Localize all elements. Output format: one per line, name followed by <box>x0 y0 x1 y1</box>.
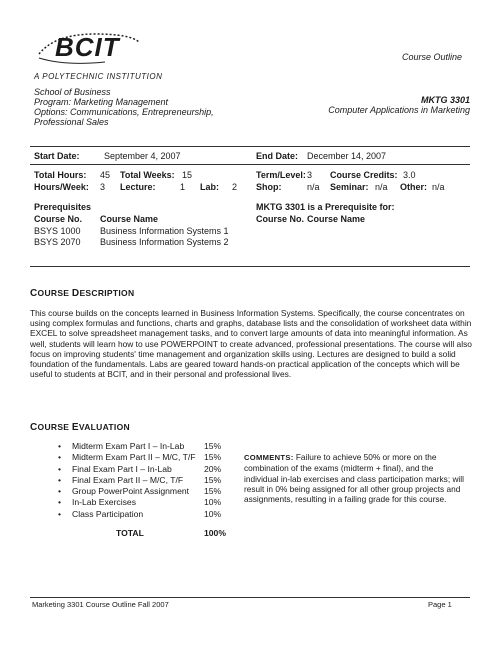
evaluation-comments <box>244 452 464 504</box>
heading-initial: C <box>30 422 38 433</box>
bullet-icon: • <box>58 441 62 451</box>
hours-week-label: Hours/Week: <box>34 182 89 192</box>
prereq-no: BSYS 1000 <box>34 226 81 236</box>
seminar-value: n/a <box>375 182 388 192</box>
heading-initial: E <box>71 422 79 433</box>
term-level-label: Term/Level: <box>256 170 306 180</box>
start-date-value: September 4, 2007 <box>104 151 181 161</box>
list-item <box>58 486 238 497</box>
heading-initial: C <box>30 288 38 299</box>
eval-pct: 10% <box>204 508 222 519</box>
divider <box>30 266 470 267</box>
divider <box>30 146 470 147</box>
list-item <box>58 464 238 475</box>
list-item <box>58 475 238 486</box>
eval-pct: 10% <box>204 497 222 508</box>
logo-text: BCIT <box>55 32 120 62</box>
eval-label: Class Participation <box>72 508 144 519</box>
program-name: Program: Marketing Management <box>34 97 169 107</box>
heading-rest: VALUATION <box>78 422 130 432</box>
prereq-for-col-name: Course Name <box>307 214 366 224</box>
prereq-name: Business Information Systems 2 <box>100 237 229 247</box>
program-options: Options: Communications, Entrepreneurship, Professional Sales <box>34 107 214 127</box>
eval-label: Final Exam Part I – In-Lab <box>72 463 172 474</box>
comments-label: COMMENTS: <box>244 453 294 462</box>
credits-value: 3.0 <box>403 170 416 180</box>
prereq-name: Business Information Systems 1 <box>100 226 229 236</box>
lab-value: 2 <box>232 182 238 192</box>
list-item <box>58 497 238 508</box>
lecture-value: 1 <box>180 182 186 192</box>
eval-label: Group PowerPoint Assignment <box>72 486 190 497</box>
start-date <box>34 151 80 162</box>
eval-label: Final Exam Part II – M/C, T/F <box>72 474 184 485</box>
school-info <box>34 87 264 127</box>
start-date-label: Start Date: <box>34 151 80 161</box>
shop-label: Shop: <box>256 182 282 192</box>
eval-pct: 15% <box>204 441 222 451</box>
course-description-text: This course builds on the concepts learned in Business Information Systems. Specifically, the course concentrates on using complex formulas and functions, charts and graphs, database lists and the consolidation of worksheet data within EXCEL to solve spreadsheet management tasks, and to convert large amounts of data into meaningful information. As well, students will learn how to use POWERPOINT to create advanced, professional presentations. The course will also focus on improving students' time management and organization skills using. Lectures are designed to build a solid foundation of the fundamentals. Labs are geared toward hands-on practical application of the concepts which will be useful to students at BCIT, and in their personal and professional lives. <box>30 308 472 380</box>
lab-label: Lab: <box>200 182 219 192</box>
other-value: n/a <box>432 182 445 192</box>
heading-rest: OURSE <box>37 288 72 298</box>
tagline: A POLYTECHNIC INSTITUTION <box>34 72 163 81</box>
total-weeks-label: Total Weeks: <box>120 170 175 180</box>
total-label: TOTAL <box>116 528 144 538</box>
bullet-icon: • <box>58 497 62 508</box>
heading-initial: D <box>71 288 80 299</box>
course-title: Computer Applications in Marketing <box>328 105 470 115</box>
prereq-col-name: Course Name <box>100 214 159 224</box>
other-label: Other: <box>400 182 427 192</box>
total-weeks-value: 15 <box>182 170 193 180</box>
eval-pct: 15% <box>204 474 222 485</box>
footer-left: Marketing 3301 Course Outline Fall 2007 <box>32 600 169 609</box>
prereq-for-title: MKTG 3301 is a Prerequisite for: <box>256 202 395 212</box>
total-hours-label: Total Hours: <box>34 170 87 180</box>
prereq-no: BSYS 2070 <box>34 237 81 247</box>
bullet-icon: • <box>58 474 62 485</box>
course-heading <box>328 95 470 115</box>
eval-pct: 15% <box>204 452 222 463</box>
course-code: MKTG 3301 <box>420 95 470 105</box>
lecture-label: Lecture: <box>120 182 156 192</box>
prereq-col-no: Course No. <box>34 214 83 224</box>
evaluation-list <box>58 441 238 520</box>
heading-rest: OURSE <box>37 422 72 432</box>
course-evaluation-heading <box>30 422 130 433</box>
divider <box>30 164 470 165</box>
eval-pct: 20% <box>204 463 222 474</box>
course-description-heading <box>30 288 134 299</box>
shop-value: n/a <box>307 182 320 192</box>
total-hours-value: 45 <box>100 170 111 180</box>
total-value: 100% <box>204 528 226 538</box>
bcit-logo <box>35 28 145 68</box>
eval-pct: 15% <box>204 486 222 497</box>
prerequisites-title: Prerequisites <box>34 202 92 212</box>
list-item <box>58 509 238 520</box>
bullet-icon: • <box>58 463 62 474</box>
heading-rest: ESCRIPTION <box>79 288 135 298</box>
prereq-for-col-no: Course No. <box>256 214 305 224</box>
end-date-label: End Date: <box>256 151 299 161</box>
list-item <box>58 441 238 452</box>
bullet-icon: • <box>58 508 62 519</box>
eval-label: Midterm Exam Part II – M/C, T/F <box>72 452 196 463</box>
bullet-icon: • <box>58 486 62 497</box>
doc-label: Course Outline <box>402 52 463 62</box>
eval-label: Midterm Exam Part I – In-Lab <box>72 441 185 451</box>
hours-week-value: 3 <box>100 182 106 192</box>
seminar-label: Seminar: <box>330 182 369 192</box>
footer-page: Page 1 <box>428 600 452 609</box>
eval-label: In-Lab Exercises <box>72 497 137 508</box>
term-level-value: 3 <box>307 170 313 180</box>
bullet-icon: • <box>58 452 62 463</box>
end-date-value: December 14, 2007 <box>307 151 387 161</box>
comments-text: Failure to achieve 50% or more on the combination of the exams (midterm + final), and the individual in-lab exercises and class participation marks; will result in 0% being assigned for all other group projects and assignments, resulting in a failing grade for this course. <box>244 452 464 505</box>
list-item <box>58 452 238 463</box>
footer-divider <box>30 597 470 598</box>
school-name: School of Business <box>34 87 111 97</box>
credits-label: Course Credits: <box>330 170 398 180</box>
